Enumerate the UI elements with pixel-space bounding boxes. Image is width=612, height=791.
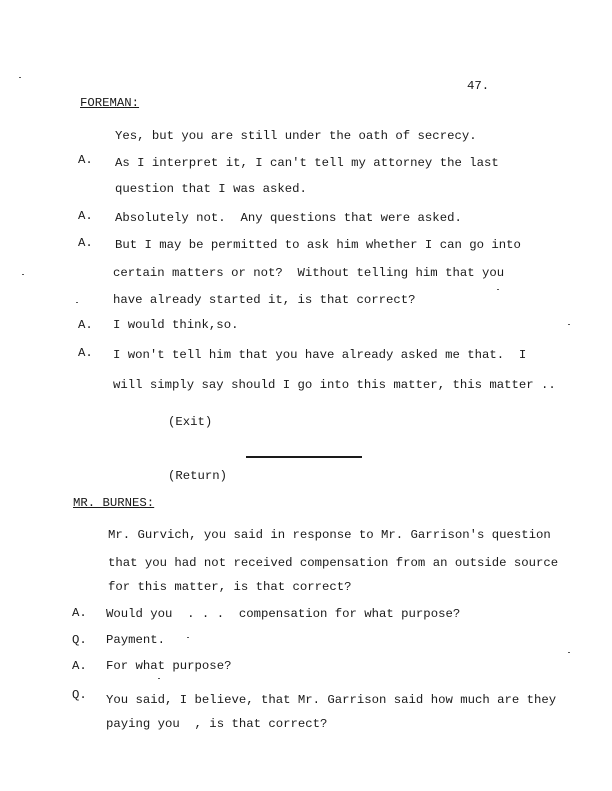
transcript-line: paying you , is that correct? [106, 717, 328, 731]
transcript-line: Yes, but you are still under the oath of secrecy. [115, 129, 477, 143]
transcript-line: Mr. Gurvich, you said in response to Mr. Garrison's question [108, 528, 551, 542]
answer-marker: A. [78, 346, 93, 360]
transcript-line: Absolutely not. Any questions that were asked. [115, 211, 462, 225]
transcript-line: I would think,so. [113, 318, 239, 332]
question-marker: Q. [72, 633, 87, 647]
speaker-label-burnes: MR. BURNES: [73, 496, 155, 510]
transcript-line: that you had not received compensation from an outside source [108, 556, 559, 570]
transcript-line: I won't tell him that you have already asked me that. I [113, 348, 527, 362]
transcript-line: certain matters or not? Without telling him that you [113, 266, 505, 280]
scan-speck [568, 324, 570, 325]
transcript-line: You said, I believe, that Mr. Garrison said how much are they [106, 693, 557, 707]
answer-marker: A. [78, 153, 93, 167]
stage-direction-return: (Return) [168, 469, 228, 483]
transcript-line: But I may be permitted to ask him whether I can go into [115, 238, 521, 252]
stage-direction-exit: (Exit) [168, 415, 213, 429]
scan-speck [568, 652, 570, 653]
question-marker: Q. [72, 688, 87, 702]
horizontal-rule [246, 456, 362, 458]
scan-speck [158, 678, 160, 679]
scan-speck [497, 289, 499, 290]
transcript-line: For what purpose? [106, 659, 232, 673]
transcript-line: have already started it, is that correct? [113, 293, 416, 307]
scan-speck [187, 637, 189, 638]
answer-marker: A. [72, 659, 87, 673]
answer-marker: A. [78, 236, 93, 250]
scan-speck [19, 77, 21, 78]
speaker-label-foreman: FOREMAN: [80, 96, 140, 110]
transcript-line: question that I was asked. [115, 182, 307, 196]
answer-marker: A. [78, 209, 93, 223]
answer-marker: A. [78, 318, 93, 332]
scan-speck [22, 274, 24, 275]
transcript-line: will simply say should I go into this matter, this matter .. [113, 378, 556, 392]
scan-speck [76, 302, 78, 303]
page-number: 47. [467, 79, 490, 93]
transcript-line: for this matter, is that correct? [108, 580, 352, 594]
answer-marker: A. [72, 606, 87, 620]
transcript-line: Would you . . . compensation for what purpose? [106, 607, 461, 621]
transcript-line: As I interpret it, I can't tell my attorney the last [115, 156, 499, 170]
transcript-line: Payment. [106, 633, 166, 647]
